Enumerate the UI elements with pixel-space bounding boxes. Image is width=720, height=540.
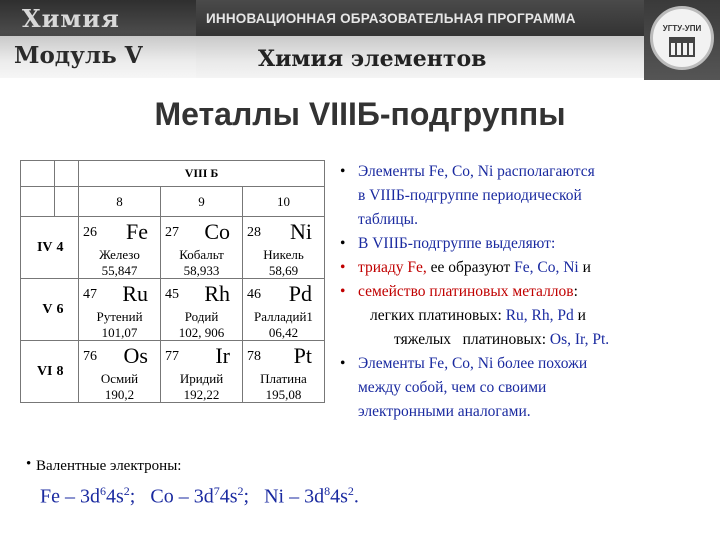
bullet-item: • триаду Fe, ее образуют Fe, Co, Ni и bbox=[336, 256, 716, 280]
table-corner-cell bbox=[21, 187, 55, 217]
element-name: Кобальт bbox=[179, 247, 224, 262]
element-cell-pt bbox=[243, 341, 325, 403]
element-cell-pd bbox=[243, 279, 325, 341]
atomic-number: 47 bbox=[83, 287, 97, 302]
table-corner-cell bbox=[55, 187, 79, 217]
slide-title: Металлы VIIIБ-подгруппы bbox=[154, 96, 566, 132]
atomic-mass: 102, 906 bbox=[178, 325, 225, 340]
header-subject-title: Химия элементов bbox=[258, 46, 487, 72]
bullet-text: тяжелых платиновых: bbox=[394, 331, 550, 348]
valence-configurations bbox=[40, 484, 359, 509]
fe-s-exponent: 2 bbox=[123, 484, 130, 498]
atomic-mass: 190,2 bbox=[104, 387, 135, 402]
atomic-number: 28 bbox=[247, 225, 261, 240]
separator: ; bbox=[243, 485, 250, 508]
bullet-line: Элементы Fe, Co, Ni располагаются bbox=[358, 163, 595, 180]
period-label: IV bbox=[21, 217, 55, 279]
header-program-title: ИННОВАЦИОННАЯ ОБРАЗОВАТЕЛЬНАЯ ПРОГРАММА bbox=[206, 11, 576, 26]
element-name: Осмий bbox=[100, 371, 139, 386]
element-symbol: Pt bbox=[293, 343, 312, 368]
row-number: 4 bbox=[55, 217, 79, 279]
fe-d-exponent: 6 bbox=[100, 484, 106, 498]
co-s-exponent: 2 bbox=[237, 484, 244, 498]
fe-config: Fe – 3d bbox=[40, 485, 100, 508]
table-row bbox=[21, 341, 325, 403]
ni-s-exponent: 2 bbox=[347, 484, 354, 498]
atomic-mass: 101,07 bbox=[101, 325, 138, 340]
co-config: Co – 3d bbox=[150, 485, 214, 508]
bullet-line bbox=[358, 256, 716, 280]
ni-config: Ni – 3d bbox=[264, 485, 325, 508]
atomic-mass: 195,08 bbox=[265, 387, 302, 402]
co-d-exponent: 7 bbox=[213, 484, 220, 498]
platinum-family-term: семейство платиновых металлов bbox=[358, 283, 574, 300]
element-symbol: Rh bbox=[204, 281, 230, 306]
element-symbol: Ni bbox=[290, 219, 312, 244]
period-label: V bbox=[21, 279, 55, 341]
table-row bbox=[21, 279, 325, 341]
element-cell-ir bbox=[161, 341, 243, 403]
bullet-subline bbox=[336, 328, 716, 352]
bullet-text: и bbox=[578, 259, 591, 276]
separator: ; bbox=[129, 485, 136, 508]
bullet-item: • В VIIIБ-подгруппе выделяют: bbox=[336, 232, 716, 256]
header-module-title: Модуль V bbox=[14, 42, 143, 69]
element-cell-fe bbox=[79, 217, 161, 279]
element-cell-ru bbox=[79, 279, 161, 341]
row-number: 6 bbox=[55, 279, 79, 341]
heavy-platinum-elements: Os, Ir, Pt. bbox=[549, 331, 610, 348]
period-label: VI bbox=[21, 341, 55, 403]
column-header: 10 bbox=[243, 187, 325, 217]
element-symbol: Ru bbox=[122, 281, 148, 306]
logo-text: УГТУ-УПИ bbox=[662, 24, 702, 33]
bullet-line: электронными аналогами. bbox=[358, 403, 531, 420]
ni-s: 4s bbox=[330, 485, 348, 508]
fe-s: 4s bbox=[106, 485, 124, 508]
table-corner-cell bbox=[55, 161, 79, 187]
atomic-number: 45 bbox=[165, 287, 179, 302]
bullet-item: • семейство платиновых металлов: bbox=[336, 280, 716, 304]
valence-label: Валентные электроны: bbox=[36, 458, 182, 474]
atomic-number: 77 bbox=[165, 349, 179, 364]
bullet-text: ее образуют bbox=[426, 259, 515, 276]
bullet-line: между собой, чем со своими bbox=[358, 379, 547, 396]
element-symbol: Ir bbox=[215, 343, 230, 368]
bullet-list bbox=[336, 160, 716, 424]
atomic-mass: 58,933 bbox=[183, 263, 220, 278]
element-name: Железо bbox=[99, 247, 140, 262]
atomic-mass: 192,22 bbox=[183, 387, 220, 402]
light-platinum-elements: Ru, Rh, Pd bbox=[505, 307, 574, 324]
element-symbol: Co bbox=[204, 219, 230, 244]
element-cell-ni bbox=[243, 217, 325, 279]
element-cell-os bbox=[79, 341, 161, 403]
element-cell-rh bbox=[161, 279, 243, 341]
element-name: Платина bbox=[260, 371, 307, 386]
atomic-number: 46 bbox=[247, 287, 261, 302]
element-symbol: Pd bbox=[288, 281, 312, 306]
bullet-line: В VIIIБ-подгруппе выделяют: bbox=[358, 235, 556, 252]
periodic-table-fragment bbox=[20, 160, 325, 403]
atomic-number: 76 bbox=[83, 349, 97, 364]
bullet-line: таблицы. bbox=[358, 211, 418, 228]
bullet-line: в VIIIБ-подгруппе периодической bbox=[358, 187, 582, 204]
element-symbol: Os bbox=[123, 343, 148, 368]
element-name: Иридий bbox=[179, 371, 224, 386]
column-header: 9 bbox=[161, 187, 243, 217]
bullet-subline bbox=[336, 304, 716, 328]
bullet-line bbox=[358, 280, 716, 304]
table-corner-cell bbox=[21, 161, 55, 187]
atomic-mass: 06,42 bbox=[268, 325, 299, 340]
element-symbol: Fe bbox=[126, 219, 148, 244]
header-course-title: Химия bbox=[22, 4, 120, 33]
triad-term: триаду Fe, bbox=[358, 259, 427, 276]
university-logo bbox=[650, 6, 714, 70]
atomic-mass: 55,847 bbox=[101, 263, 138, 278]
bullet-item: • Элементы Fe, Co, Ni располагаются в VIIIБ-подгруппе периодической таблицы. bbox=[336, 160, 716, 232]
column-header: 8 bbox=[79, 187, 161, 217]
bullet-text: и bbox=[573, 307, 586, 324]
atomic-number: 27 bbox=[165, 225, 179, 240]
bullet-marker: • bbox=[26, 456, 32, 472]
ni-d-exponent: 8 bbox=[324, 484, 331, 498]
atomic-mass: 58,69 bbox=[268, 263, 299, 278]
bullet-text: легких платиновых: bbox=[370, 307, 506, 324]
period-mark: . bbox=[353, 485, 359, 508]
table-row bbox=[21, 217, 325, 279]
row-number: 8 bbox=[55, 341, 79, 403]
logo-building-icon bbox=[669, 37, 695, 57]
bullet-line: Элементы Fe, Co, Ni более похожи bbox=[358, 355, 588, 372]
element-cell-co bbox=[161, 217, 243, 279]
element-name: Ралладий1 bbox=[254, 309, 313, 324]
triad-elements: Fe, Co, Ni bbox=[514, 259, 579, 276]
co-s: 4s bbox=[219, 485, 238, 508]
atomic-number: 78 bbox=[247, 349, 261, 364]
element-name: Рутений bbox=[96, 309, 143, 324]
element-name: Никель bbox=[263, 247, 304, 262]
group-header: VIII Б bbox=[79, 161, 325, 187]
element-name: Родий bbox=[184, 309, 219, 324]
bullet-item: • Элементы Fe, Co, Ni более похожи между собой, чем со своими электронными аналогами. bbox=[336, 352, 716, 424]
atomic-number: 26 bbox=[83, 225, 97, 240]
bullet-text: : bbox=[573, 283, 578, 300]
